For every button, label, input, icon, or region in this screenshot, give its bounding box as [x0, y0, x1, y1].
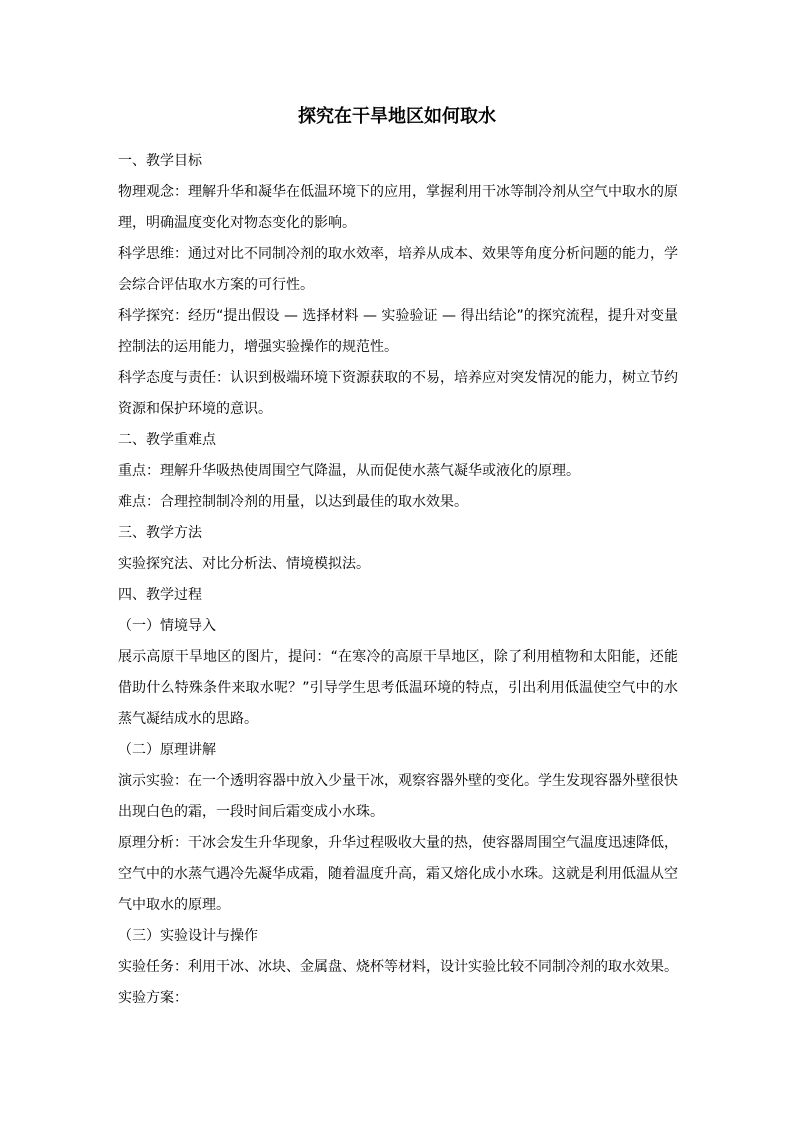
paragraph-key-point: 重点：理解升华吸热使周围空气降温，从而促使水蒸气凝华或液化的原理。	[118, 463, 580, 479]
section-heading-process: 四、教学过程	[118, 587, 202, 603]
document-body	[118, 146, 678, 1014]
paragraph-scientific-inquiry: 科学探究：经历“提出假设 — 选择材料 — 实验验证 — 得出结论”的探究流程，提升对变量控制法的运用能力，增强实验操作的规范性。	[118, 308, 678, 355]
paragraph-experiment-plan: 实验方案：	[118, 990, 188, 1006]
paragraph-experiment-task: 实验任务：利用干冰、冰块、金属盘、烧杯等材料，设计实验比较不同制冷剂的取水效果。	[118, 959, 678, 975]
section-heading-objectives: 一、教学目标	[118, 153, 202, 169]
subsection-heading-principle: （二）原理讲解	[118, 742, 216, 758]
section-heading-key-points: 二、教学重难点	[118, 432, 216, 448]
paragraph-attitude-responsibility: 科学态度与责任：认识到极端环境下资源获取的不易，培养应对突发情况的能力，树立节约资源和保护环境的意识。	[118, 370, 678, 417]
paragraph-principle-analysis: 原理分析：干冰会发生升华现象，升华过程吸收大量的热，使容器周围空气温度迅速降低，空气中的水蒸气遇冷先凝华成霜，随着温度升高，霜又熔化成小水珠。这就是利用低温从空气中取水的原理。	[118, 835, 678, 913]
section-heading-methods: 三、教学方法	[118, 525, 202, 541]
subsection-heading-experiment: （三）实验设计与操作	[118, 928, 258, 944]
paragraph-scientific-thinking: 科学思维：通过对比不同制冷剂的取水效率，培养从成本、效果等角度分析问题的能力，学会综合评估取水方案的可行性。	[118, 246, 678, 293]
subsection-heading-intro: （一）情境导入	[118, 618, 216, 634]
paragraph-methods: 实验探究法、对比分析法、情境模拟法。	[118, 556, 370, 572]
paragraph-difficult-point: 难点：合理控制制冷剂的用量，以达到最佳的取水效果。	[118, 494, 468, 510]
paragraph-intro: 展示高原干旱地区的图片，提问：“在寒冷的高原干旱地区，除了利用植物和太阳能，还能借助什么特殊条件来取水呢？”引导学生思考低温环境的特点，引出利用低温使空气中的水蒸气凝结成水的思路。	[118, 649, 678, 727]
paragraph-demo-experiment: 演示实验：在一个透明容器中放入少量干冰，观察容器外壁的变化。学生发现容器外壁很快出现白色的霜，一段时间后霜变成小水珠。	[118, 773, 678, 820]
paragraph-physics-concept: 物理观念：理解升华和凝华在低温环境下的应用，掌握利用干冰等制冷剂从空气中取水的原理，明确温度变化对物态变化的影响。	[118, 184, 678, 231]
document-title: 探究在干旱地区如何取水	[298, 106, 496, 127]
